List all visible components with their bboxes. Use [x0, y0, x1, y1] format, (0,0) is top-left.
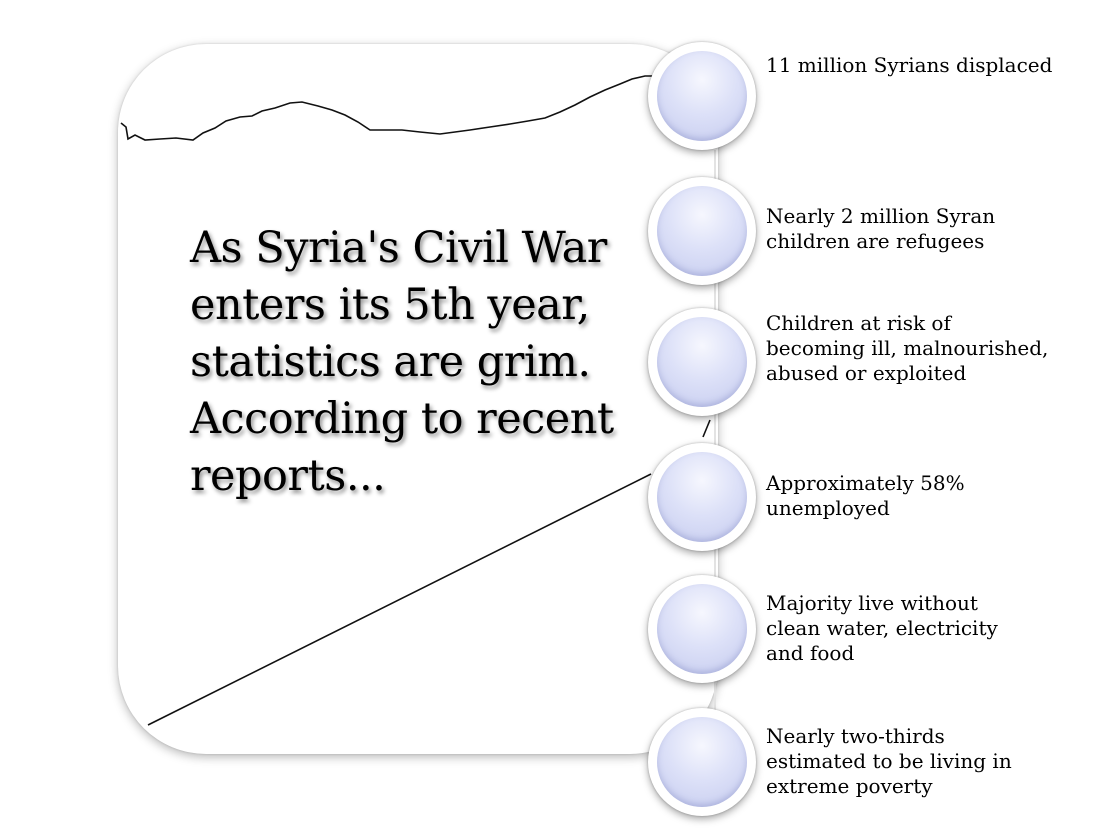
circle-bubble-icon [648, 42, 756, 150]
map-border-southeast [148, 474, 651, 725]
circle-bubble-icon [648, 708, 756, 816]
circle-bubble-icon [648, 443, 756, 551]
stat-text: Nearly two-thirds estimated to be living in extreme poverty [766, 724, 1012, 798]
stat-text: 11 million Syrians displaced [766, 53, 1053, 77]
stat-text: Nearly 2 million Syran children are refugees [766, 204, 996, 253]
stat-text: Children at risk of becoming ill, malnourished, abused or exploited [766, 311, 1049, 385]
stat-text: Majority live without clean water, electricity and food [766, 591, 998, 665]
map-border-north [121, 76, 654, 140]
connector-segment [714, 282, 716, 312]
headline: As Syria's Civil War enters its 5th year, statistics are grim. According to recent reports... [190, 223, 614, 501]
circle-bubble-icon [648, 308, 756, 416]
stat-text: Approximately 58% unemployed [766, 471, 965, 520]
map-border-east-fragment [703, 420, 710, 437]
circle-bubble-icon [648, 575, 756, 683]
circle-bubble-icon [648, 177, 756, 285]
